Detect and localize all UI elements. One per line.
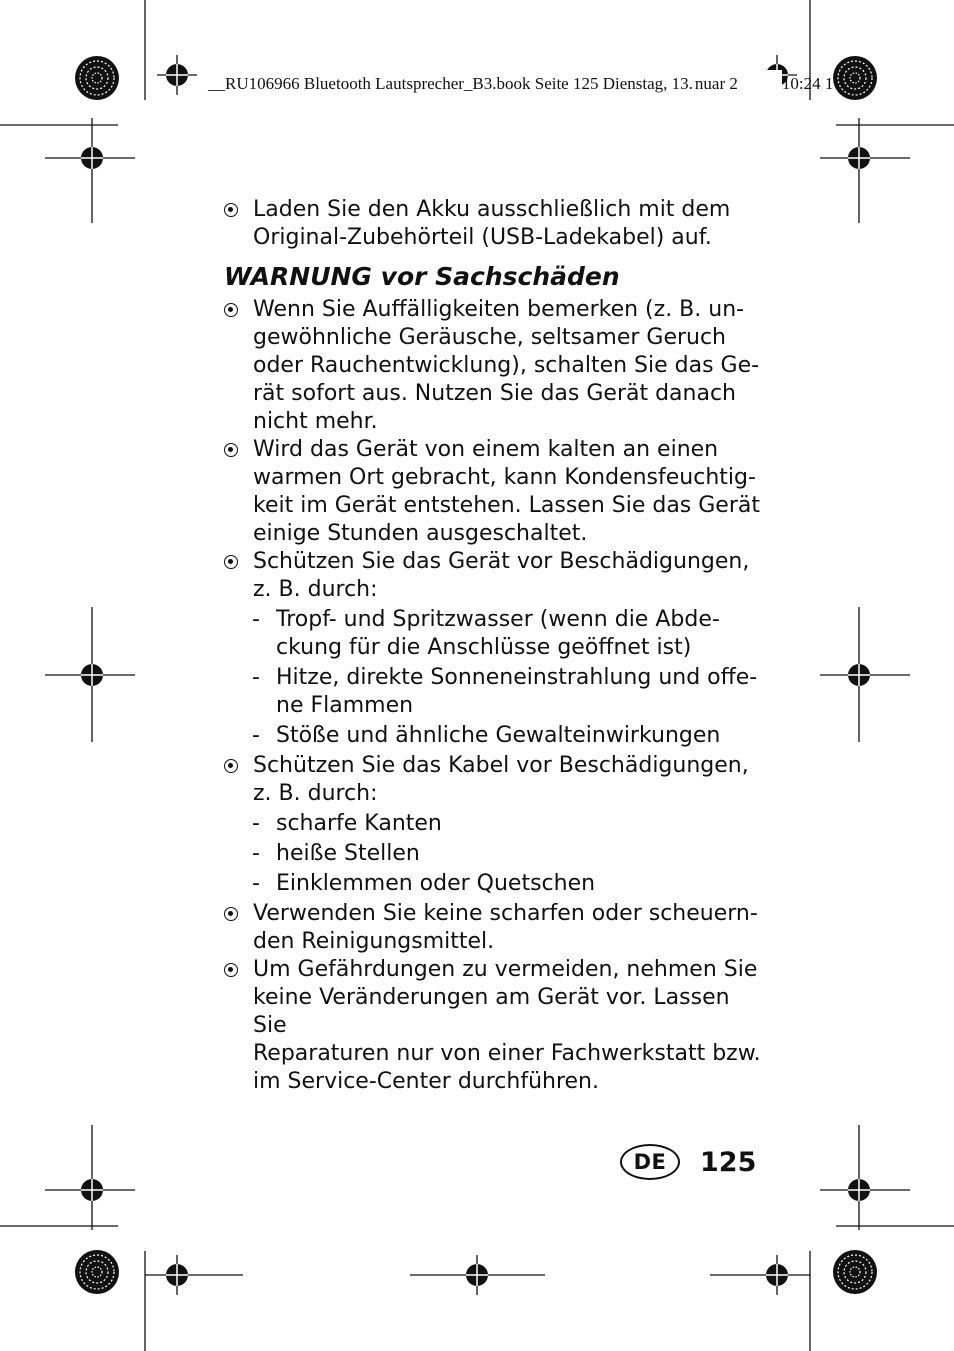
sub-line: Einklemmen oder Quetschen bbox=[276, 871, 596, 896]
slug-left: __RU106966 Bluetooth Lautsprecher_B3.book Seite 125 Dienstag, 13. bbox=[208, 74, 693, 93]
bullet-line: den Reinigungsmittel. bbox=[253, 929, 495, 954]
sub-list-item bbox=[224, 840, 764, 868]
dash-marker: - bbox=[252, 723, 260, 748]
bullet-line: Wird das Gerät von einem kalten an einen bbox=[253, 437, 719, 462]
circle-bullet-icon bbox=[224, 907, 238, 921]
language-badge: DE bbox=[620, 1144, 680, 1180]
sub-line: Tropf- und Spritzwasser (wenn die Abde- bbox=[276, 607, 720, 632]
sub-line: heiße Stellen bbox=[276, 841, 420, 866]
page-content bbox=[224, 196, 764, 1096]
sub-list-item bbox=[224, 870, 764, 898]
bullet-line: nicht mehr. bbox=[253, 409, 378, 434]
sub-line: Stöße und ähnliche Gewalteinwirkungen bbox=[276, 723, 721, 748]
circle-bullet-icon bbox=[224, 555, 238, 569]
circle-bullet-icon bbox=[224, 963, 238, 977]
slug-mid: nuar 2 bbox=[694, 74, 738, 93]
sub-line: Hitze, direkte Sonneneinstrahlung und offe- bbox=[276, 665, 758, 690]
circle-bullet-icon bbox=[224, 203, 238, 217]
circle-bullet-icon bbox=[224, 443, 238, 457]
page-number: 125 bbox=[700, 1146, 757, 1178]
sub-list-item bbox=[224, 606, 764, 662]
bullet-line: warmen Ort gebracht, kann Kondensfeuchtig- bbox=[253, 465, 756, 490]
circle-bullet-icon bbox=[224, 303, 238, 317]
bullet-line: Schützen Sie das Gerät vor Beschädigungen, bbox=[253, 549, 750, 574]
sub-list-item bbox=[224, 664, 764, 720]
bullet-line: Original-Zubehörteil (USB-Ladekabel) auf. bbox=[253, 225, 712, 250]
bullet-line: rät sofort aus. Nutzen Sie das Gerät danach bbox=[253, 381, 737, 406]
sub-list-item bbox=[224, 810, 764, 838]
dash-marker: - bbox=[252, 841, 260, 866]
dash-marker: - bbox=[252, 665, 260, 690]
bullet-line: Wenn Sie Auffälligkeiten bemerken (z. B. un- bbox=[253, 297, 745, 322]
bullet-line: Schützen Sie das Kabel vor Beschädigungen, bbox=[253, 753, 749, 778]
section-heading: WARNUNG vor Sachschäden bbox=[224, 262, 620, 291]
slug-right: 10:24 1 bbox=[781, 74, 834, 93]
bullet-line: z. B. durch: bbox=[253, 577, 378, 602]
sub-line: ckung für die Anschlüsse geöffnet ist) bbox=[276, 635, 692, 660]
list-item bbox=[224, 752, 764, 808]
sub-line: scharfe Kanten bbox=[276, 811, 442, 836]
list-item bbox=[224, 900, 764, 956]
bullet-line: gewöhnliche Geräusche, seltsamer Geruch bbox=[253, 325, 726, 350]
circle-bullet-icon bbox=[224, 759, 238, 773]
dash-marker: - bbox=[252, 871, 260, 896]
bullet-line: Laden Sie den Akku ausschließlich mit dem bbox=[253, 197, 731, 222]
list-item bbox=[224, 548, 764, 604]
bullet-line: im Service-Center durchführen. bbox=[253, 1069, 599, 1094]
bullet-line: z. B. durch: bbox=[253, 781, 378, 806]
list-item bbox=[224, 956, 764, 1096]
bullet-line: Reparaturen nur von einer Fachwerkstatt bzw. bbox=[253, 1041, 761, 1066]
bullet-line: Verwenden Sie keine scharfen oder scheuern- bbox=[253, 901, 758, 926]
list-item bbox=[224, 296, 764, 436]
bullet-line: oder Rauchentwicklung), schalten Sie das Ge- bbox=[253, 353, 760, 378]
bullet-line: keine Veränderungen am Gerät vor. Lassen Sie bbox=[253, 985, 730, 1038]
bullet-line: Um Gefährdungen zu vermeiden, nehmen Sie bbox=[253, 957, 758, 982]
sub-line: ne Flammen bbox=[276, 693, 414, 718]
list-item bbox=[224, 436, 764, 548]
dash-marker: - bbox=[252, 607, 260, 632]
bullet-line: einige Stunden ausgeschaltet. bbox=[253, 521, 588, 546]
dash-marker: - bbox=[252, 811, 260, 836]
sub-list-item bbox=[224, 722, 764, 750]
list-item bbox=[224, 196, 764, 252]
page-footer bbox=[620, 1144, 756, 1180]
bullet-line: keit im Gerät entstehen. Lassen Sie das Gerät bbox=[253, 493, 760, 518]
print-slug bbox=[208, 74, 833, 94]
